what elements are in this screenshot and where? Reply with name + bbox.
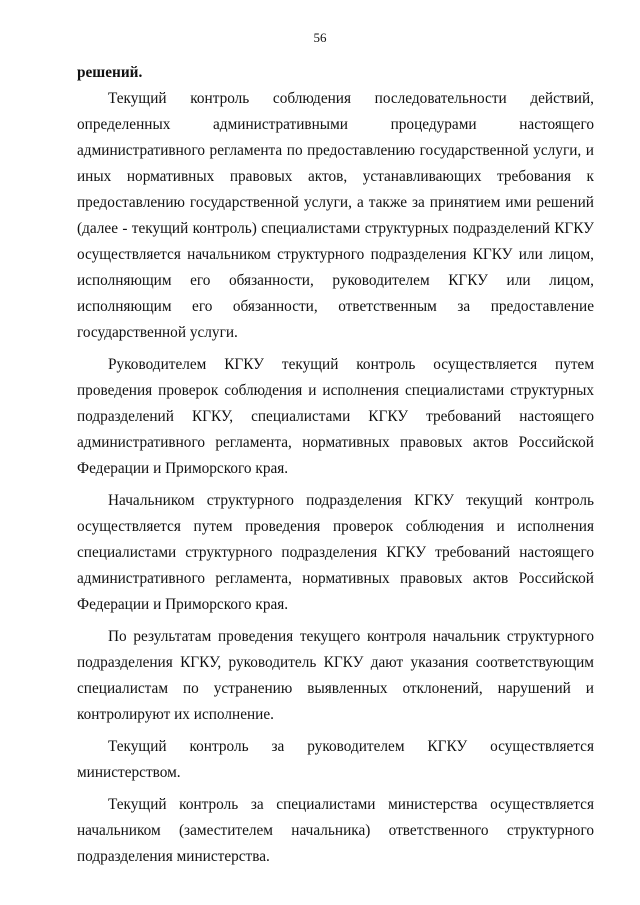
paragraph-ministry-control-of-director: Текущий контроль за руководителем КГКУ осуществляется министерством. [77,738,594,781]
paragraph-director-control: Руководителем КГКУ текущий контроль осуществляется путем проведения проверок соблюдения и исполнения специалистами структурных подразделений КГКУ, специалистами КГКУ требований настоящего административного регламента, нормативных правовых актов Российской Федерации и Приморского края. [77,356,594,477]
page-number: 56 [313,30,327,45]
paragraph-ministry-specialists-control: Текущий контроль за специалистами министерства осуществляется начальником (заместителем начальника) ответственного структурного подразделения министерства. [77,796,594,865]
paragraph-current-control-definition: Текущий контроль соблюдения последовательности действий, определенных административными процедурами настоящего административного регламента по предоставлению государственной услуги, и иных нормативных правовых актов, устанавливающих требования к предоставлению государственной услуги, а также за принятием ими решений (далее - текущий контроль) специалистами структурных подразделений КГКУ осуществляется начальником структурного подразделения КГКУ или лицом, исполняющим его обязанности, руководителем КГКУ или лицом, исполняющим его обязанности, ответственным за предоставление государственной услуги. [77,90,594,341]
lead-fragment: решений. [77,64,143,81]
paragraph-control-results: По результатам проведения текущего контроля начальник структурного подразделения КГКУ, руководитель КГКУ дают указания соответствующим специалистам по устранению выявленных отклонений, нарушений и контролируют их исполнение. [77,628,594,723]
paragraph-division-head-control: Начальником структурного подразделения КГКУ текущий контроль осуществляется путем проведения проверок соблюдения и исполнения специалистами структурного подразделения КГКУ требований настоящего административного регламента, нормативных правовых актов Российской Федерации и Приморского края. [77,492,594,613]
document-body [77,60,594,876]
